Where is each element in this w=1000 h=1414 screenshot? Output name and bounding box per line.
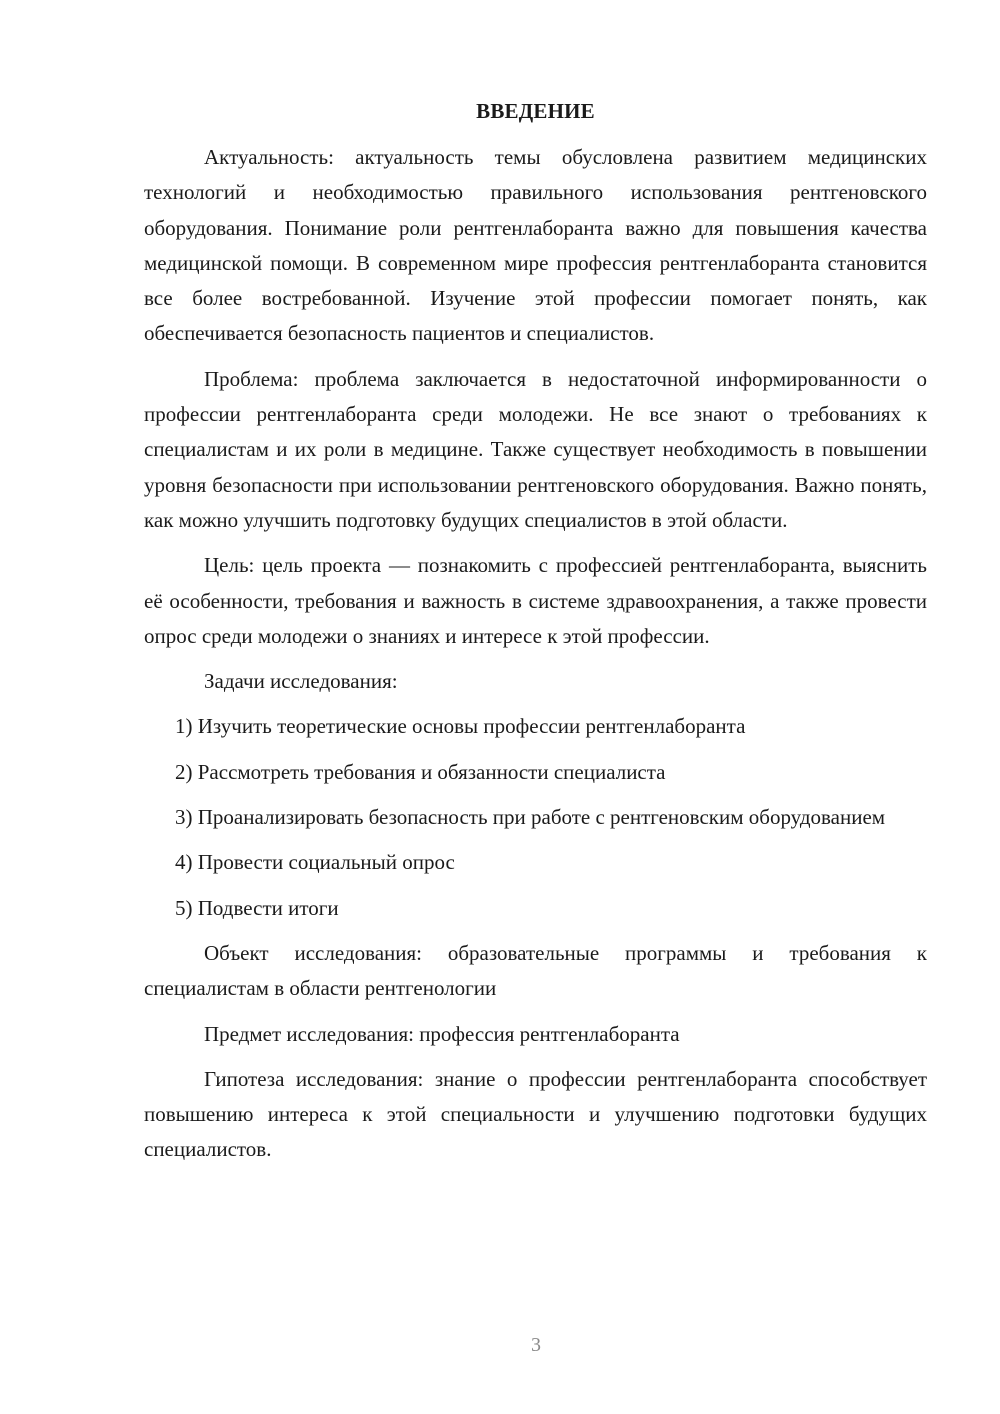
goal-paragraph: Цель: цель проекта — познакомить с профессией рентгенлаборанта, выяснить её особенности, требования и важность в системе здравоохранения, а также провести опрос среди молодежи о знаниях и интересе к этой профессии.: [144, 553, 927, 648]
task-item-4: 4) Провести социальный опрос: [175, 850, 455, 875]
task-item-2: 2) Рассмотреть требования и обязанности специалиста: [175, 759, 666, 784]
subject-paragraph: Предмет исследования: профессия рентгенлаборанта: [204, 1021, 680, 1046]
task-item-1: 1) Изучить теоретические основы профессии рентгенлаборанта: [175, 714, 746, 739]
tasks-heading: Задачи исследования:: [204, 669, 398, 694]
object-paragraph: Объект исследования: образовательные программы и требования к специалистам в области рентгенологии: [144, 940, 927, 1001]
hypothesis-paragraph: Гипотеза исследования: знание о профессии рентгенлаборанта способствует повышению интереса к этой специальности и улучшению подготовки будущих специалистов.: [144, 1066, 927, 1162]
problem-paragraph: Проблема: проблема заключается в недостаточной информированности о профессии рентгенлаборанта среди молодежи. Не все знают о требованиях к специалистам и их роли в медицине. Также существует необходимость в повышении уровня безопасности при использовании рентгеновского оборудования. Важно понять, как можно улучшить подготовку будущих специалистов в этой области.: [144, 366, 927, 532]
relevance-paragraph: Актуальность: актуальность темы обусловлена развитием медицинских технологий и необходимостью правильного использования рентгеновского оборудования. Понимание роли рентгенлаборанта важно для повышения качества медицинской помощи. В современном мире профессия рентгенлаборанта становится все более востребованной. Изучение этой профессии помогает понять, как обеспечивается безопасность пациентов и специалистов.: [144, 145, 927, 346]
task-item-5: 5) Подвести итоги: [175, 895, 339, 920]
document-page: [144, 95, 927, 1178]
page-number: 3: [531, 1334, 541, 1356]
page-title: ВВЕДЕНИЕ: [476, 99, 595, 123]
task-item-3: 3) Проанализировать безопасность при работе с рентгеновским оборудованием: [175, 805, 886, 830]
